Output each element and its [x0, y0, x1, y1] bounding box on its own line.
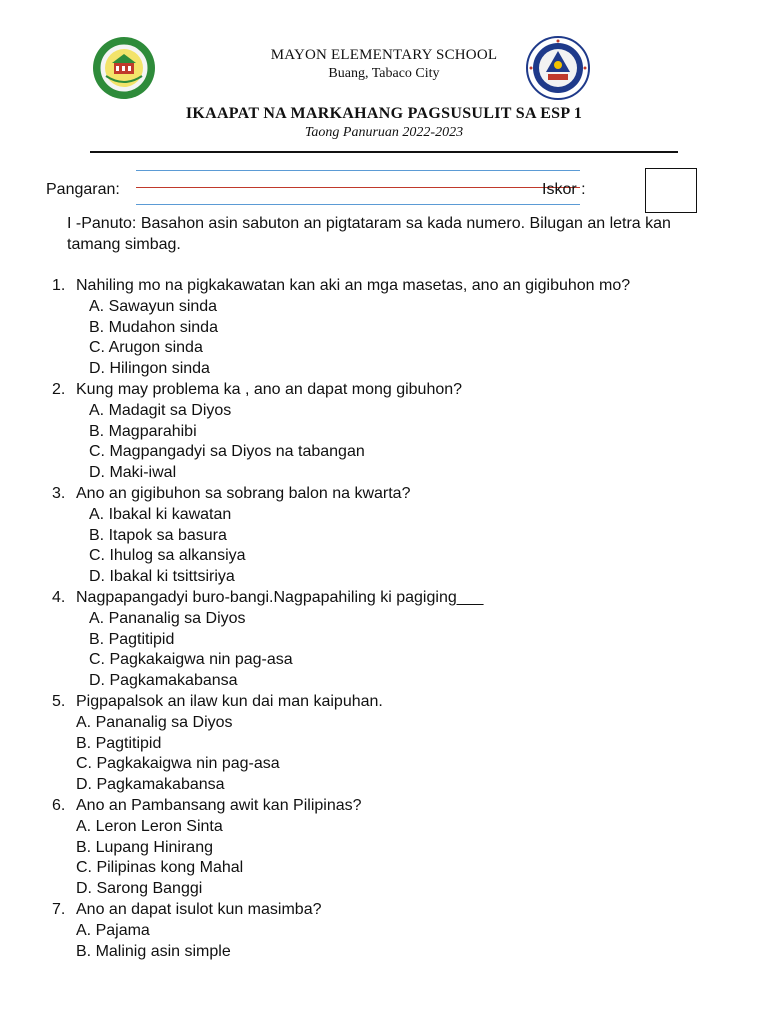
question-number: 1.	[52, 277, 66, 294]
name-line-top	[136, 170, 580, 171]
answer-choice[interactable]: D. Pagkamakabansa	[76, 776, 225, 794]
answer-choice[interactable]: B. Malinig asin simple	[76, 942, 231, 960]
question-text: Ano an gigibuhon sa sobrang balon na kwarta?	[76, 484, 411, 502]
score-box[interactable]	[645, 168, 697, 213]
answer-choice[interactable]: B. Lupang Hinirang	[76, 838, 213, 856]
school-name: MAYON ELEMENTARY SCHOOL	[270, 47, 498, 63]
question-item	[52, 380, 732, 401]
question-number: 2.	[52, 380, 66, 398]
question-item	[52, 276, 732, 297]
answer-choice[interactable]: C. Pilipinas kong Mahal	[76, 859, 244, 877]
question-number: 7.	[52, 900, 66, 918]
answer-choice[interactable]: A. Leron Leron Sinta	[76, 817, 223, 835]
question-item	[52, 900, 732, 921]
question-number: 5.	[52, 692, 66, 710]
name-line-middle	[136, 187, 580, 188]
answer-choice[interactable]: B. Mudahon sinda	[89, 318, 218, 336]
answer-choice[interactable]: B. Pagtitipid	[89, 630, 175, 648]
question-item	[52, 588, 732, 609]
question-item	[52, 484, 732, 505]
school-year: Taong Panuruan 2022-2023	[304, 125, 464, 140]
exam-title: IKAAPAT NA MARKAHANG PAGSUSULIT SA ESP 1	[185, 105, 583, 122]
answer-choice[interactable]: D. Hilingon sinda	[89, 360, 210, 378]
answer-choice[interactable]: C. Magpangadyi sa Diyos na tabangan	[89, 443, 365, 461]
name-label: Pangaran:	[46, 181, 120, 198]
answer-choice[interactable]: C. Arugon sinda	[89, 339, 203, 357]
answer-choice[interactable]: C. Pagkakaigwa nin pag-asa	[89, 651, 293, 669]
school-address: Buang, Tabaco City	[328, 66, 440, 81]
answer-choice[interactable]: C. Pagkakaigwa nin pag-asa	[76, 755, 280, 773]
question-text: Ano an Pambansang awit kan Pilipinas?	[76, 796, 362, 814]
question-item	[52, 796, 732, 817]
answer-choice[interactable]: D. Sarong Banggi	[76, 880, 203, 898]
answer-choice[interactable]: D. Pagkamakabansa	[89, 672, 238, 690]
answer-choice[interactable]: D. Ibakal ki tsittsiriya	[89, 568, 235, 586]
question-text: Ano an dapat isulot kun masimba?	[76, 900, 322, 918]
question-item	[52, 692, 732, 713]
answer-choice[interactable]: B. Magparahibi	[89, 422, 197, 440]
question-text: Nahiling mo na pigkakawatan kan aki an mga masetas, ano an gigibuhon mo?	[76, 277, 631, 294]
question-text: Nagpapangadyi buro-bangi.Nagpapahiling ki pagiging___	[76, 588, 484, 606]
question-number: 3.	[52, 484, 66, 502]
question-number: 4.	[52, 588, 66, 606]
answer-choice[interactable]: B. Itapok sa basura	[89, 526, 227, 544]
answer-choice[interactable]: A. Sawayun sinda	[89, 297, 218, 315]
answer-choice[interactable]: D. Maki-iwal	[89, 464, 177, 482]
instructions: I -Panuto: Basahon asin sabuton an pigtataram sa kada numero. Bilugan an letra kan tamang simbag.	[67, 215, 671, 253]
answer-choice[interactable]: A. Ibakal ki kawatan	[89, 505, 232, 523]
question-list	[52, 276, 732, 962]
question-text: Kung may problema ka , ano an dapat mong gibuhon?	[76, 380, 463, 398]
question-text: Pigpapalsok an ilaw kun dai man kaipuhan.	[76, 692, 383, 710]
header-divider	[90, 151, 678, 153]
answer-choice[interactable]: A. Pananalig sa Diyos	[89, 609, 246, 627]
score-label: Iskor :	[542, 181, 586, 198]
answer-choice[interactable]: C. Ihulog sa alkansiya	[89, 547, 246, 565]
question-number: 6.	[52, 796, 66, 814]
answer-choice[interactable]: B. Pagtitipid	[76, 734, 162, 752]
name-line-bottom	[136, 204, 580, 205]
answer-choice[interactable]: A. Madagit sa Diyos	[89, 401, 232, 419]
answer-choice[interactable]: A. Pajama	[76, 921, 150, 939]
answer-choice[interactable]: A. Pananalig sa Diyos	[76, 713, 233, 731]
